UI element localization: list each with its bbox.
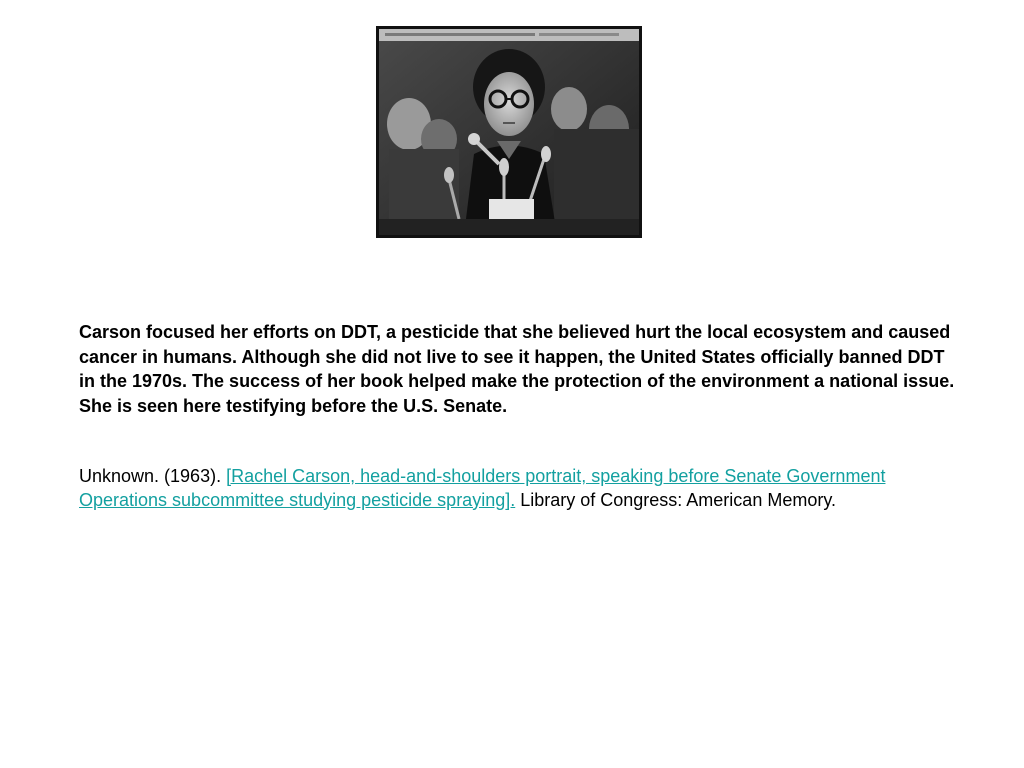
photo-citation bbox=[79, 465, 959, 512]
photo-illustration bbox=[379, 29, 639, 235]
rachel-carson-photo bbox=[376, 26, 642, 238]
citation-link[interactable]: [Rachel Carson, head-and-shoulders portrait, speaking before Senate Government Operations subcommittee studying pesticide spraying]. bbox=[79, 466, 886, 510]
citation-suffix: Library of Congress: American Memory. bbox=[515, 489, 836, 510]
photo-caption: Carson focused her efforts on DDT, a pesticide that she believed hurt the local ecosystem and caused cancer in humans. Although she did not live to see it happen, the United States officially banned DDT in the 1970s. The success of her book helped make the protection of the environment a national issue. She is seen here testifying before the U.S. Senate. bbox=[79, 322, 955, 416]
citation-prefix: Unknown. (1963). bbox=[79, 466, 227, 486]
